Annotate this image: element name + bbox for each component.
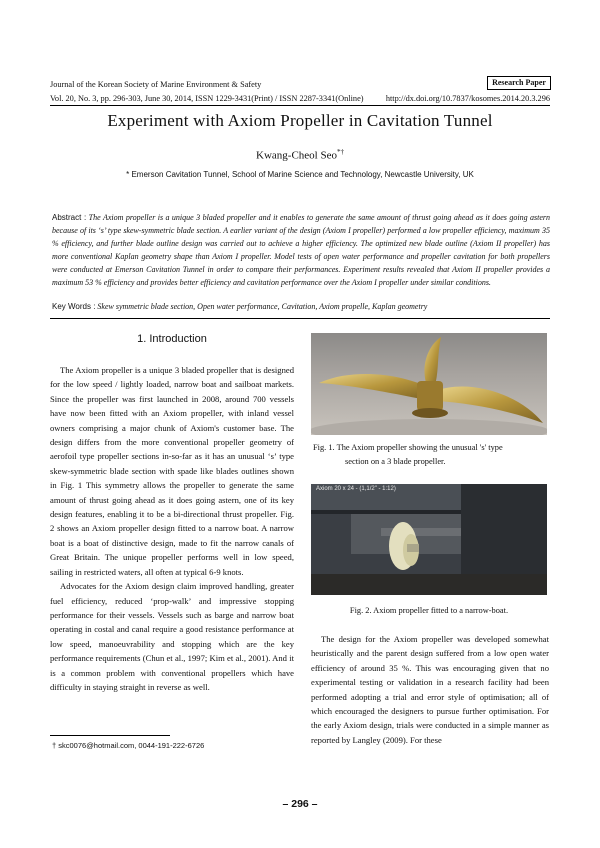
abstract-label: Abstract : bbox=[52, 213, 87, 222]
figure1-propeller-photo bbox=[311, 333, 547, 435]
figure2-narrowboat-photo bbox=[311, 484, 547, 595]
volume-line: Vol. 20, No. 3, pp. 296-303, June 30, 2014, ISSN 1229-3431(Print) / ISSN 2287-3341(Online) bbox=[50, 94, 364, 103]
figure1-caption bbox=[313, 441, 547, 469]
author-mark: *† bbox=[336, 148, 344, 156]
footnote-rule bbox=[50, 735, 170, 736]
keywords-label: Key Words : bbox=[52, 302, 96, 311]
research-paper-badge: Research Paper bbox=[487, 76, 551, 90]
section-heading: 1. Introduction bbox=[137, 333, 207, 345]
left-column bbox=[50, 363, 294, 694]
caption-line: section on a 3 blade propeller. bbox=[345, 457, 446, 466]
header-rule bbox=[50, 105, 550, 106]
footnote: † skc0076@hotmail.com, 0044-191-222-6726 bbox=[52, 741, 205, 750]
figure2-overlay-label: Axiom 20 x 24 - (1,1/2" - 1:12) bbox=[316, 486, 396, 492]
figure2-caption: Fig. 2. Axiom propeller fitted to a narrow-boat. bbox=[349, 606, 509, 615]
author-name: Kwang-Cheol Seo bbox=[256, 149, 337, 162]
abstract-rule bbox=[50, 318, 550, 319]
paragraph: Advocates for the Axiom design claim improved handling, greater fuel efficiency, reduced ‘prop-walk’ and impressive stopping performance for their vessels. Vessels such as barge and narrow boat operating in costal and canal require a good resistance performance at low speed, manoeuvrability and stopping which are the key performance requirements (Chun et al., 1997; Kim et al., 2001). And it is a common problem with conventional propellers which have difficulty in staying straight in reverse as well. bbox=[50, 581, 294, 692]
keywords-text: Skew symmetric blade section, Open water performance, Cavitation, Axiom propelle, Kaplan geometry bbox=[97, 302, 428, 311]
page-number: – 296 – bbox=[282, 798, 318, 810]
paragraph: The design for the Axiom propeller was developed somewhat heuristically and the parent design suffered from a low open water efficiency of around 35 %. This was encouraging given that no experimental testing or validation in a research facility had been performed adopting a trial and error style of optimisation; all of which encouraged the designers to pursue further optimisation. For the early Axiom design, trials were conducted in a simple manner as reported by Langley (2009). For these bbox=[311, 634, 549, 745]
right-column bbox=[311, 632, 549, 747]
abstract bbox=[52, 212, 550, 289]
caption-line: Fig. 1. The Axiom propeller showing the unusual 's' type bbox=[313, 443, 503, 452]
paper-title: Experiment with Axiom Propeller in Cavitation Tunnel bbox=[107, 111, 493, 130]
doi-link[interactable]: http://dx.doi.org/10.7837/kosomes.2014.20.3.296 bbox=[385, 94, 550, 103]
paragraph: The Axiom propeller is a unique 3 bladed propeller that is designed for the low speed / lightly loaded, narrow boat and sailboat markets. Since the propeller was first launched in 2008, around 700 vessels have now been fitted with an Axiom propeller, with inland vessel owners comprising a major chunk of Axiom's customer base. The design differs from the more conventional propeller geometry of aerofoil type propeller sections in-so-far as it has an unusual ‘s’ type skew-symmetric blade section with spade like blades outlines shown in Fig. 1 This symmetry allows the propeller to generate the same amount of thrust going ahead as it does going astern, one of its key design features, enabling it to be a bi-directional thrust propeller. Fig. 2 shows an Axiom propeller design fitted to a narrow boat. A narrow boat is a boat of distinctive design, made to fit the narrow canals of Great Britain. The unique propeller performs well in low speed, sailing in restricted waters, all often at typical 6-9 knots. bbox=[50, 365, 294, 577]
journal-name: Journal of the Korean Society of Marine Environment & Safety bbox=[50, 80, 262, 89]
affiliation: * Emerson Cavitation Tunnel, School of Marine Science and Technology, Newcastle University, UK bbox=[126, 170, 474, 179]
abstract-text: The Axiom propeller is a unique 3 bladed propeller and it enables to generate the same amount of thrust going ahead as it does going astern because of its ‘s’ type skew-symmetric blade section. A earlier variant of the design (Axiom I propeller) performed a low propeller efficiency, maximum 35 % efficiency, and further blade outline design was carried out to achieve a higher efficiency. The optimized new blade outline (Axiom II propeller) has more conventional Kaplan geometry shape than Axiom I propeller. Model tests of open water performance and propeller cavitation for both propellers were conducted at Emerson Cavitation Tunnel in order to compare their performances. Experiment results revealed that Axiom II propeller provides a maximum 53 % efficiency and provides better efficiency and cavitation performance over the Axiom I propeller under similar conditions. bbox=[52, 213, 551, 287]
keywords bbox=[52, 302, 550, 311]
author-line bbox=[0, 148, 600, 162]
